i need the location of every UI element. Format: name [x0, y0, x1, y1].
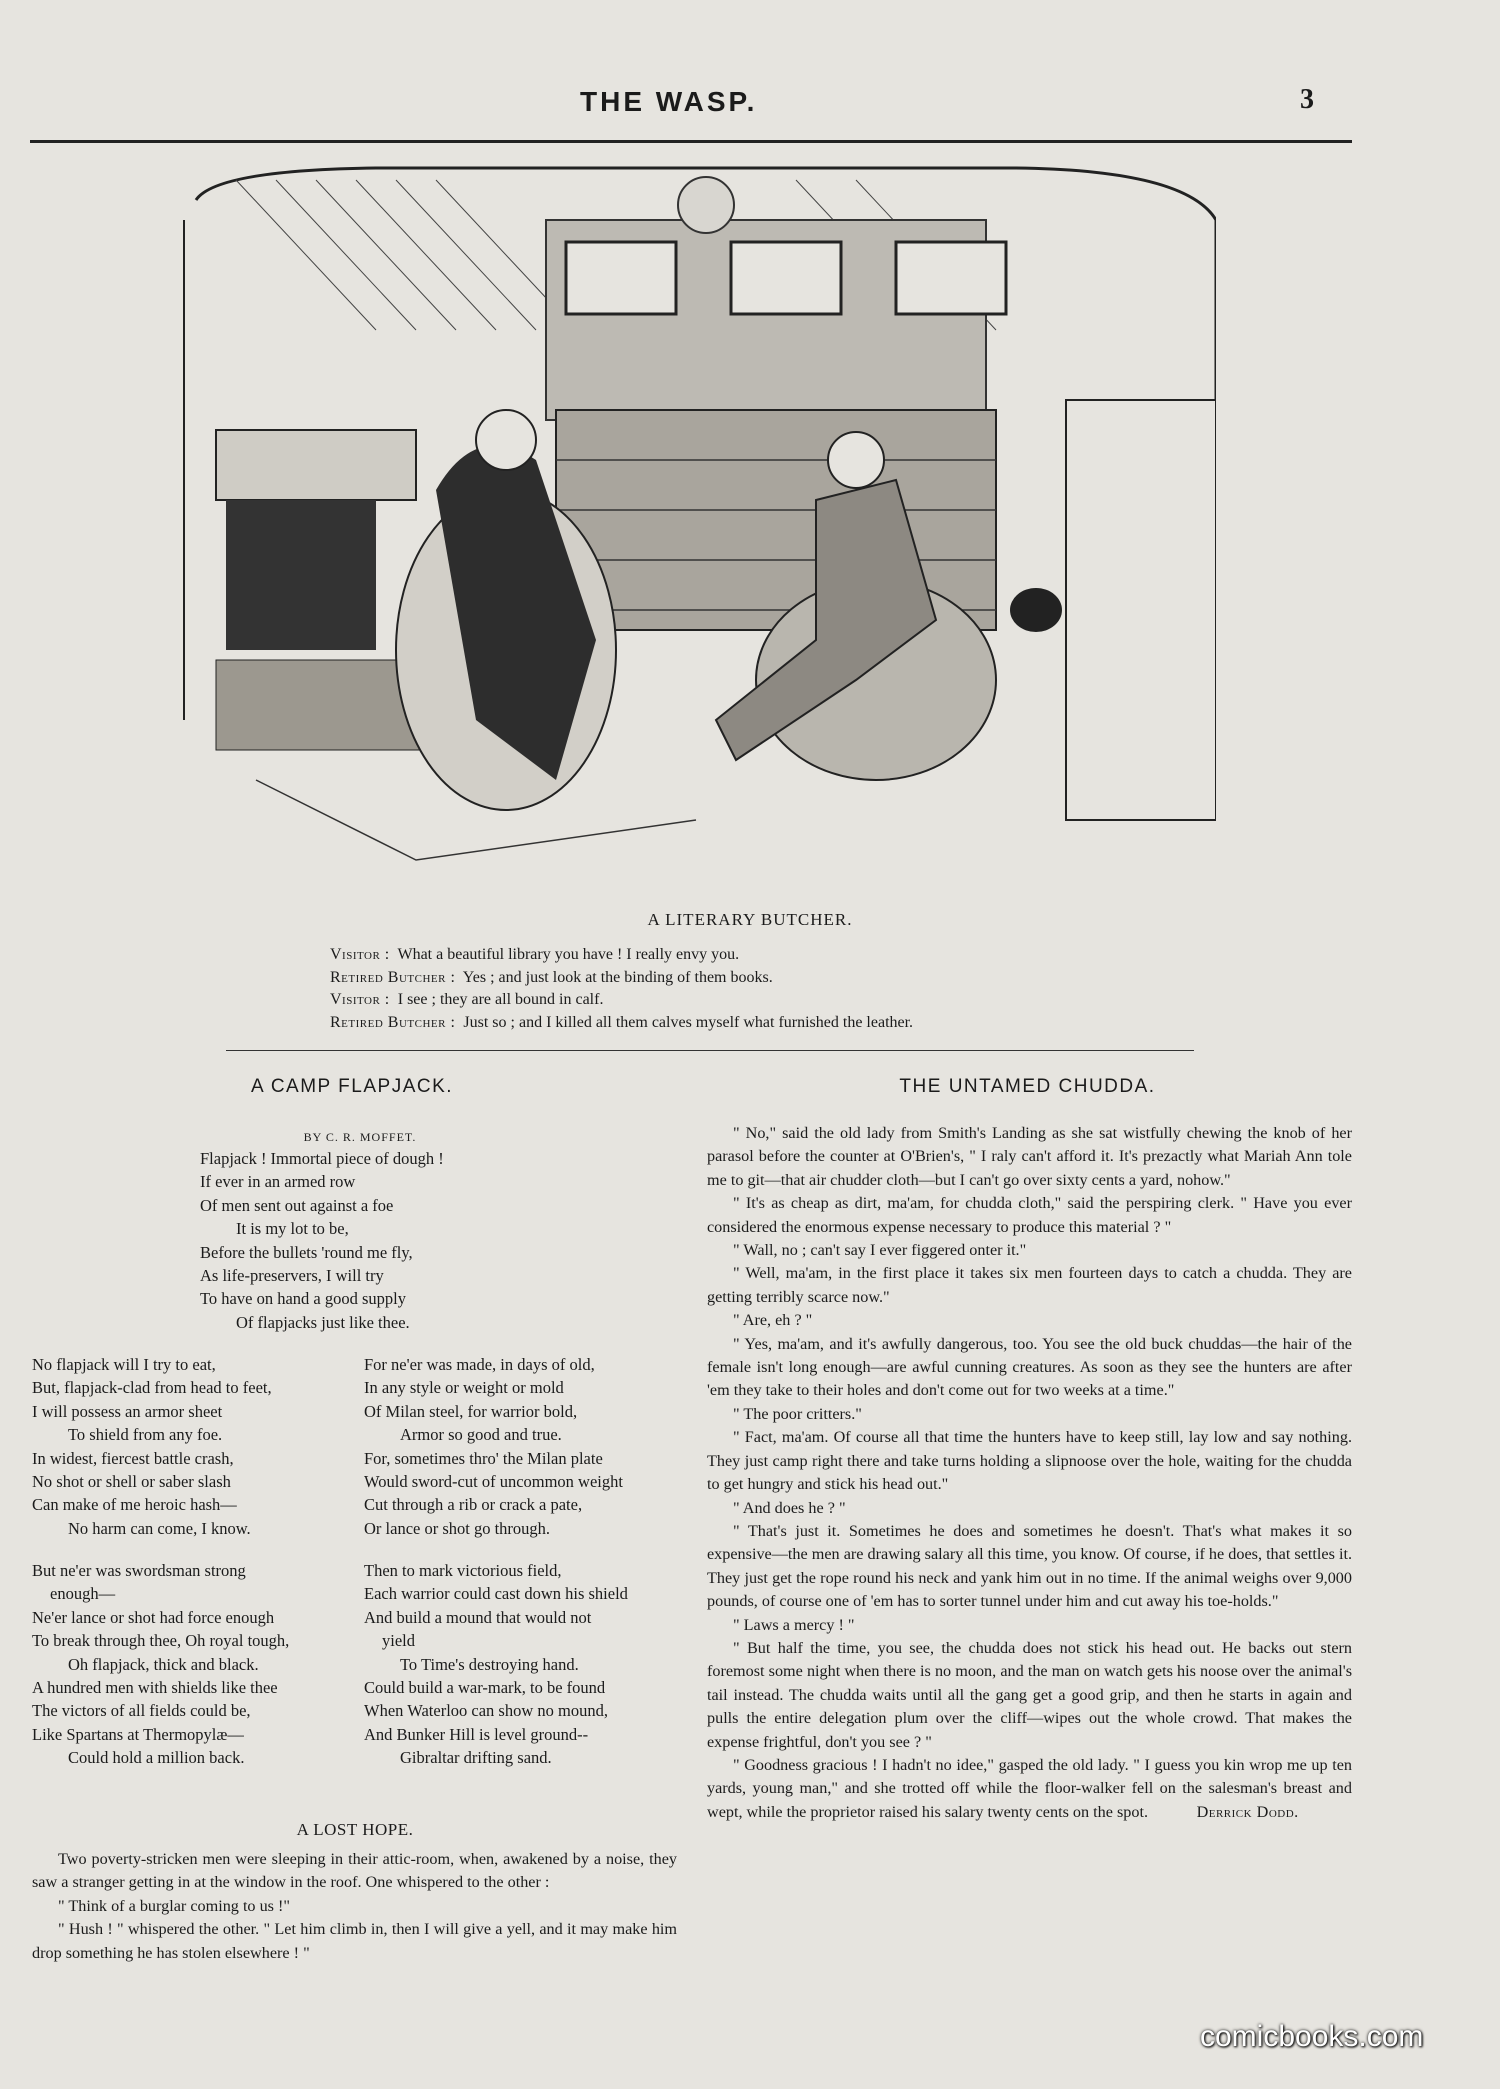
speaker: Visitor :	[330, 946, 390, 963]
cartoon-title: A LITERARY BUTCHER.	[647, 910, 853, 929]
dialog-text: What a beautiful library you have ! I really envy you.	[397, 946, 740, 963]
dialog-line	[330, 967, 1230, 990]
poem-line: If ever in an armed row	[200, 1172, 356, 1192]
poem-line: yield	[382, 1631, 415, 1651]
paragraph	[707, 1754, 1352, 1824]
paragraph: " Yes, ma'am, and it's awfully dangerous, too. You see the old buck chuddas—the hair of the female isn't long enough—are awful cunning creatures. As soon as they see the hunters are after 'em they take to their holes and don't come out for two weeks at a time."	[707, 1334, 1352, 1400]
dialog-line	[330, 1012, 1230, 1035]
watermark: comicbooks.com	[1200, 2020, 1424, 2053]
poem-line: And Bunker Hill is level ground--	[364, 1724, 589, 1744]
poem-line: For, sometimes thro' the Milan plate	[364, 1448, 603, 1468]
engraving-illustration	[176, 160, 1216, 892]
untamed-chudda-body	[707, 1122, 1352, 1824]
lost-hope-title: A LOST HOPE.	[296, 1820, 414, 1839]
untamed-chudda-title: THE UNTAMED CHUDDA.	[899, 1076, 1156, 1097]
paragraph: " The poor critters."	[733, 1404, 862, 1423]
poem-line: To break through thee, Oh royal tough,	[32, 1631, 290, 1651]
camp-flapjack-title: A CAMP FLAPJACK.	[250, 1076, 454, 1097]
paragraph: " Laws a mercy ! "	[733, 1615, 855, 1634]
poem-stanza-5	[364, 1559, 628, 1770]
header-rule	[30, 140, 1352, 143]
poem-line: No flapjack will I try to eat,	[32, 1355, 216, 1374]
paragraph-text: " Goodness gracious ! I hadn't no idee," gasped the old lady. " I guess you kin wrop me up ten yards, young man," and she trotted off while the floor-walker fell on the salesman's breast and wept, while the proprietor raised his salary twenty cents on the spot.	[707, 1755, 1352, 1821]
lost-hope-body	[32, 1848, 677, 1965]
paragraph: " Fact, ma'am. Of course all that time the hunters have to keep still, lay low and say nothing. They just camp right there and take turns holding a slipnoose over the hole, waiting for the chudda to get hungry and stick his head out."	[707, 1428, 1352, 1494]
poem-stanza-2	[32, 1353, 272, 1540]
poem-line: To shield from any foe.	[68, 1425, 223, 1445]
paragraph: " Wall, no ; can't say I ever figgered onter it."	[733, 1241, 1027, 1260]
poem-line: I will possess an armor sheet	[32, 1401, 223, 1421]
paragraph: " Are, eh ? "	[733, 1311, 813, 1330]
poem-line: But ne'er was swordsman strong	[32, 1561, 246, 1580]
dialog-text: Just so ; and I killed all them calves myself what furnished the leather.	[463, 1013, 914, 1031]
paragraph: " It's as cheap as dirt, ma'am, for chudda cloth," said the perspiring clerk. " Have you ever considered the enormous expense necessary to produce this material ? "	[707, 1194, 1352, 1236]
poem-line: For ne'er was made, in days of old,	[364, 1355, 595, 1374]
paragraph: " And does he ? "	[733, 1498, 846, 1517]
poem-line: It is my lot to be,	[236, 1219, 349, 1239]
poem-stanza-4	[32, 1559, 289, 1770]
poem-line: But, flapjack-clad from head to feet,	[32, 1378, 272, 1398]
paragraph: " Well, ma'am, in the first place it takes six men fourteen days to catch a chudda. They are getting terribly scarce now."	[707, 1264, 1352, 1306]
poem-line: enough—	[50, 1584, 116, 1604]
cartoon-dialog	[330, 944, 1230, 1034]
poem-line: Would sword-cut of uncommon weight	[364, 1472, 623, 1492]
poem-line: To Time's destroying hand.	[400, 1654, 579, 1674]
poem-stanza-3	[364, 1353, 623, 1540]
paragraph: " That's just it. Sometimes he does and sometimes he doesn't. That's what makes it so expensive—the men are drawing salary all this time, you know. Of course, if he does, that settles it. They just get the rope round his neck and yank him out in no time. If the animal weighs over 9,000 pounds, of course one of 'em has to sorter tunnel under him and cut away his toe-holds."	[707, 1521, 1352, 1611]
dialog-line	[330, 989, 1230, 1012]
poem-line: To have on hand a good supply	[200, 1289, 406, 1309]
poem-line: Of flapjacks just like thee.	[236, 1312, 410, 1332]
dialog-text: Yes ; and just look at the binding of them books.	[462, 968, 773, 986]
poem-line: As life-preservers, I will try	[200, 1266, 384, 1286]
paragraph: Two poverty-stricken men were sleeping in their attic-room, when, awakened by a noise, they saw a stranger getting in at the window in the roof. One whispered to the other :	[32, 1850, 677, 1892]
paragraph: " No," said the old lady from Smith's Landing as she sat wistfully chewing the knob of her parasol before the counter at O'Brien's, " I raly can't afford it. It's prezactly what Mariah Ann tole me to git—that air chudder cloth—but I can't go over sixty cents a yard, nohow."	[707, 1124, 1352, 1189]
poem-line: Like Spartans at Thermopylæ—	[32, 1724, 244, 1744]
dialog-line	[330, 944, 1230, 967]
poem-line: Could build a war-mark, to be found	[364, 1678, 606, 1698]
poem-line: Then to mark victorious field,	[364, 1561, 562, 1580]
poem-line: Of men sent out against a foe	[200, 1195, 394, 1215]
poem-line: Cut through a rib or crack a pate,	[364, 1495, 583, 1515]
poem-line: When Waterloo can show no mound,	[364, 1701, 608, 1721]
speaker: Retired Butcher :	[330, 968, 456, 986]
page-number: 3	[1300, 84, 1314, 115]
paragraph: " Hush ! " whispered the other. " Let him climb in, then I will give a yell, and it may make him drop something he has stolen elsewhere ! "	[32, 1920, 677, 1962]
paragraph: " Think of a burglar coming to us !"	[58, 1896, 291, 1915]
masthead-title: THE WASP.	[580, 86, 758, 117]
poem-stanza-1	[200, 1147, 444, 1334]
poem-line: In any style or weight or mold	[364, 1378, 564, 1398]
poem-line: Each warrior could cast down his shield	[364, 1584, 628, 1604]
poem-line: Before the bullets 'round me fly,	[200, 1242, 413, 1262]
author-signature: Derrick Dodd.	[1196, 1802, 1299, 1821]
poem-line: And build a mound that would not	[364, 1607, 592, 1627]
poem-line: Ne'er lance or shot had force enough	[32, 1607, 275, 1627]
speaker: Visitor :	[330, 991, 390, 1008]
poem-line: Armor so good and true.	[400, 1425, 562, 1445]
poem-line: Flapjack ! Immortal piece of dough !	[200, 1149, 444, 1168]
paragraph: " But half the time, you see, the chudda does not stick his head out. He backs out stern foremost some night when there is no moon, and the man on watch gets his noose over the animal's tail instead. The chudda waits until all the gang get a good grip, and then he starts in again and pulls the entire delegation plum over the cliff—wipes out the whole crowd. That makes the expense frightful, don't you see ? "	[707, 1638, 1352, 1751]
poem-line: Or lance or shot go through.	[364, 1518, 551, 1538]
dialog-text: I see ; they are all bound in calf.	[397, 991, 604, 1008]
poem-line: The victors of all fields could be,	[32, 1701, 251, 1721]
poem-line: A hundred men with shields like thee	[32, 1678, 278, 1698]
camp-flapjack-byline: BY C. R. MOFFET.	[303, 1130, 417, 1144]
speaker: Retired Butcher :	[330, 1013, 456, 1031]
poem-line: Oh flapjack, thick and black.	[68, 1654, 259, 1674]
poem-line: Gibraltar drifting sand.	[400, 1748, 552, 1768]
poem-line: Could hold a million back.	[68, 1748, 245, 1768]
poem-line: No shot or shell or saber slash	[32, 1472, 231, 1492]
section-divider	[226, 1050, 1194, 1051]
poem-line: Of Milan steel, for warrior bold,	[364, 1401, 578, 1421]
poem-line: Can make of me heroic hash—	[32, 1495, 237, 1515]
poem-line: No harm can come, I know.	[68, 1518, 251, 1538]
poem-line: In widest, fiercest battle crash,	[32, 1448, 234, 1468]
